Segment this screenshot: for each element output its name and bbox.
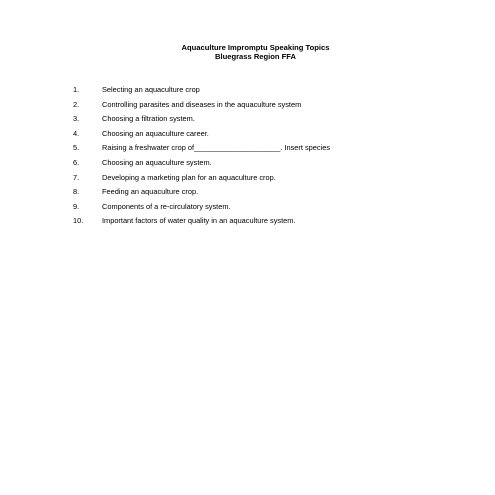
document-subtitle: Bluegrass Region FFA — [214, 52, 296, 61]
topic-text: Choosing an aquaculture system. — [102, 158, 212, 167]
topic-item — [0, 215, 495, 227]
topic-number: 4. — [73, 128, 80, 138]
topic-text: Important factors of water quality in an aquaculture system. — [102, 216, 296, 226]
topic-number: 8. — [73, 187, 80, 197]
topic-text: Controlling parasites and diseases in the aquaculture system — [102, 99, 302, 109]
document-title: Aquaculture Impromptu Speaking Topics — [181, 43, 330, 52]
topic-number: 1. — [73, 85, 80, 94]
topic-text: Developing a marketing plan for an aquaculture crop. — [102, 172, 276, 182]
topic-number: 7. — [73, 172, 80, 182]
topic-text: Components of a re-circulatory system. — [102, 201, 231, 211]
topic-text: Selecting an aquaculture crop — [102, 85, 200, 94]
topic-number: 5. — [73, 143, 80, 153]
topic-number: 9. — [73, 201, 80, 211]
topic-item — [0, 201, 495, 213]
topic-item — [0, 157, 495, 169]
topic-text: Choosing a filtration system. — [102, 114, 195, 124]
topic-text: Choosing an aquaculture career. — [102, 128, 209, 138]
topic-item — [0, 142, 495, 154]
topic-item — [0, 84, 495, 96]
topic-number: 3. — [73, 114, 80, 124]
topic-text: Raising a freshwater crop of_____________________. Insert species — [102, 143, 331, 153]
topic-number: 6. — [73, 158, 80, 167]
topic-item — [0, 99, 495, 111]
topic-number: 10. — [73, 216, 84, 226]
topic-item — [0, 172, 495, 184]
topic-item — [0, 113, 495, 125]
topic-item — [0, 128, 495, 140]
topic-item — [0, 186, 495, 198]
topic-number: 2. — [73, 99, 80, 109]
topic-text: Feeding an aquaculture crop. — [102, 187, 199, 197]
